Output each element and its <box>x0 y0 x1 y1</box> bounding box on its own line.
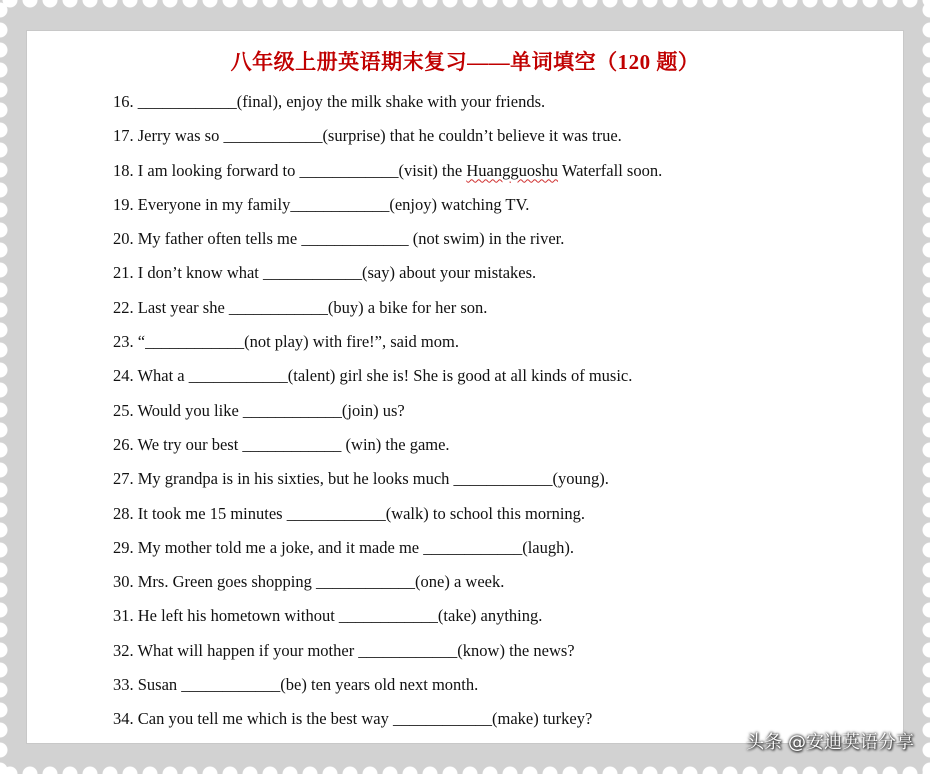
exercise-item: 32. What will happen if your mother ____________(know) the news? <box>113 640 575 660</box>
exercise-text: 18. I am looking forward to ____________(visit) the <box>113 160 467 180</box>
exercise-item: 31. He left his hometown without ____________(take) anything. <box>113 606 543 626</box>
exercise-item: 34. Can you tell me which is the best way ____________(make) turkey? <box>113 709 593 729</box>
exercise-item: 21. I don’t know what ____________(say) about your mistakes. <box>113 263 537 283</box>
exercise-list <box>113 90 662 742</box>
exercise-text: Waterfall soon. <box>558 160 663 180</box>
stamp-border-right <box>920 0 930 774</box>
exercise-item: 16. ____________(final), enjoy the milk shake with your friends. <box>113 92 546 111</box>
stamp-border-bottom <box>0 764 930 774</box>
exercise-item: 29. My mother told me a joke, and it made me ____________(laugh). <box>113 537 574 557</box>
exercise-item: 22. Last year she ____________(buy) a bike for her son. <box>113 297 488 317</box>
watermark: 头条 @安迪英语分享 <box>746 732 914 753</box>
exercise-item: 24. What a ____________(talent) girl she is! She is good at all kinds of music. <box>113 366 633 386</box>
exercise-item: 23. “____________(not play) with fire!”, said mom. <box>113 332 459 352</box>
exercise-item: 28. It took me 15 minutes ____________(walk) to school this morning. <box>113 503 586 523</box>
exercise-item: 20. My father often tells me _____________ (not swim) in the river. <box>113 229 565 249</box>
exercise-item: 33. Susan ____________(be) ten years old next month. <box>113 675 479 695</box>
exercise-item: 30. Mrs. Green goes shopping ____________(one) a week. <box>113 572 505 592</box>
spellcheck-word: Huangguoshu <box>466 160 558 180</box>
exercise-item: 27. My grandpa is in his sixties, but he looks much ____________(young). <box>113 469 609 489</box>
page-title: 八年级上册英语期末复习——单词填空（120 题） <box>230 50 700 74</box>
exercise-item: 26. We try our best ____________ (win) the game. <box>113 434 450 454</box>
exercise-item: 17. Jerry was so ____________(surprise) that he couldn’t believe it was true. <box>113 126 622 146</box>
exercise-item: 25. Would you like ____________(join) us? <box>113 400 405 420</box>
exercise-item: 19. Everyone in my family____________(enjoy) watching TV. <box>113 194 530 214</box>
exercise-item <box>113 159 662 193</box>
